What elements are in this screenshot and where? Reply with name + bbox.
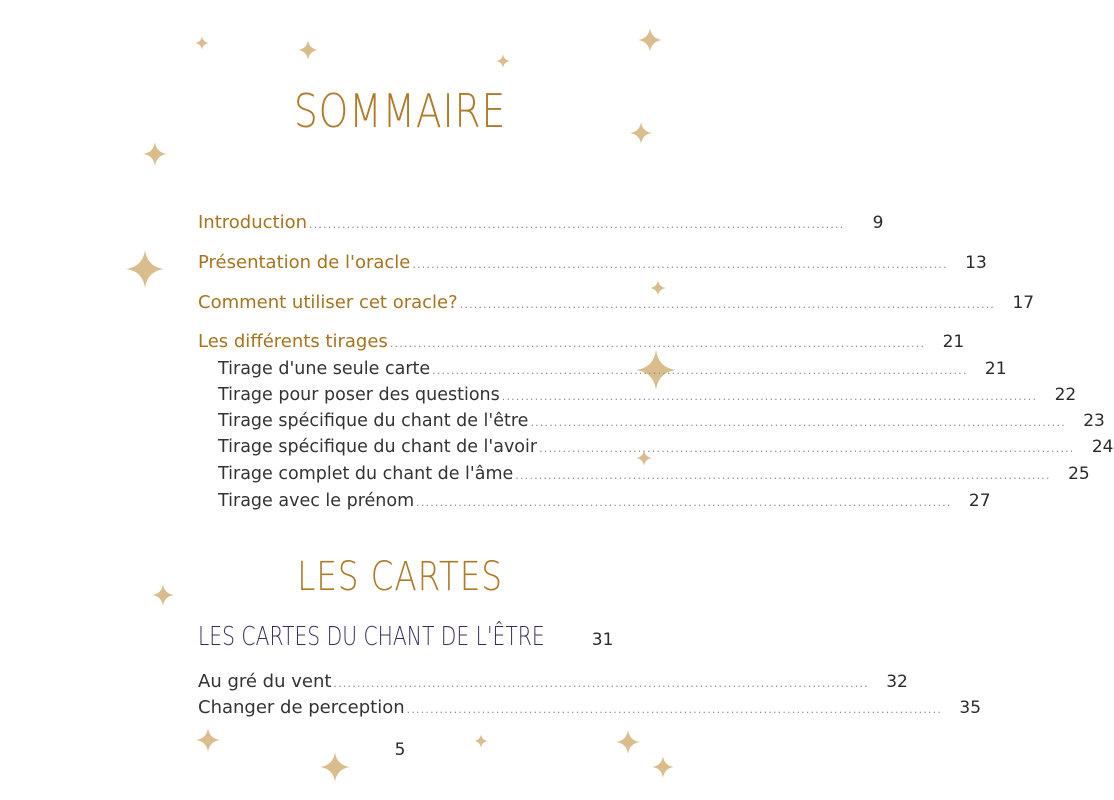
toc-subentry-label: Tirage spécifique du chant de l'avoir (218, 437, 538, 457)
toc-subentry[interactable] (218, 491, 991, 511)
page-title: SOMMAIRE (293, 84, 507, 138)
toc-subentry-page: 27 (968, 491, 991, 511)
toc-card-page: 32 (886, 672, 908, 692)
toc-entry-page: 17 (1012, 293, 1035, 313)
toc-entry[interactable] (198, 212, 884, 233)
toc-subentry-label: Tirage complet du chant de l'âme (218, 464, 514, 484)
toc-subentry[interactable] (218, 411, 1105, 431)
dot-leader: .................................................................................................................. (459, 298, 996, 311)
toc-entry[interactable] (198, 252, 987, 273)
toc-card-entry[interactable] (198, 697, 982, 718)
toc-entry-label: Comment utiliser cet oracle? (198, 292, 458, 313)
cards-title: LES CARTES (297, 554, 503, 600)
dot-leader: .................................................................................................................. (539, 442, 1075, 455)
toc-entry-page: 13 (965, 253, 987, 273)
sparkle-star-icon (195, 36, 209, 50)
toc-subentry[interactable] (218, 464, 1090, 484)
page-number: 5 (394, 740, 406, 760)
sparkle-star-icon (298, 40, 318, 60)
dot-leader: .................................................................................................................. (309, 218, 845, 231)
toc-subentry-label: Tirage d'une seule carte (218, 359, 431, 379)
sparkle-star-icon (650, 280, 666, 296)
toc-subentry-label: Tirage avec le prénom (218, 491, 415, 511)
toc-section-label: LES CARTES DU CHANT DE L'ÊTRE (198, 622, 545, 652)
sparkle-star-icon (638, 28, 662, 52)
toc-subentry-page: 22 (1054, 385, 1077, 405)
toc-subentry[interactable] (218, 437, 1114, 457)
toc-entry-page: 21 (942, 332, 965, 352)
toc-entry-label: Les différents tirages (198, 331, 388, 352)
toc-subentry-label: Tirage spécifique du chant de l'être (218, 411, 529, 431)
toc-card-label: Changer de perception (198, 697, 405, 718)
dot-leader: .................................................................................................................. (389, 337, 926, 350)
dot-leader: .................................................................................................................. (416, 496, 952, 509)
toc-entry-page: 9 (872, 213, 884, 233)
toc-subentry[interactable] (218, 385, 1077, 405)
dot-leader: .................................................................................................................. (432, 364, 968, 377)
toc-subentry-page: 24 (1091, 437, 1114, 457)
toc-subentry-page: 23 (1083, 411, 1105, 431)
dot-leader: .................................................................................................................. (333, 677, 869, 690)
toc-entry[interactable] (198, 292, 1035, 313)
toc-section[interactable] (198, 622, 614, 652)
toc-entry-label: Présentation de l'oracle (198, 252, 411, 273)
toc-entry-label: Introduction (198, 212, 308, 233)
toc-subentry-page: 25 (1068, 464, 1090, 484)
toc-subentry-label: Tirage pour poser des questions (218, 385, 500, 405)
sparkle-star-icon (143, 142, 167, 166)
dot-leader: .................................................................................................................. (412, 258, 948, 271)
dot-leader: .................................................................................................................. (406, 703, 943, 716)
toc-card-label: Au gré du vent (198, 671, 332, 692)
toc-entry[interactable] (198, 331, 965, 352)
toc-card-page: 35 (959, 698, 982, 718)
toc-subentry[interactable] (218, 359, 1007, 379)
dot-leader: .................................................................................................................. (515, 469, 1051, 482)
toc-section-page: 31 (591, 630, 614, 650)
sparkle-star-icon (126, 250, 164, 288)
toc-card-entry[interactable] (198, 671, 908, 692)
dot-leader: .................................................................................................................. (530, 416, 1066, 429)
sparkle-star-icon (496, 54, 510, 68)
dot-leader: .................................................................................................................. (501, 390, 1038, 403)
toc-subentry-page: 21 (984, 359, 1007, 379)
